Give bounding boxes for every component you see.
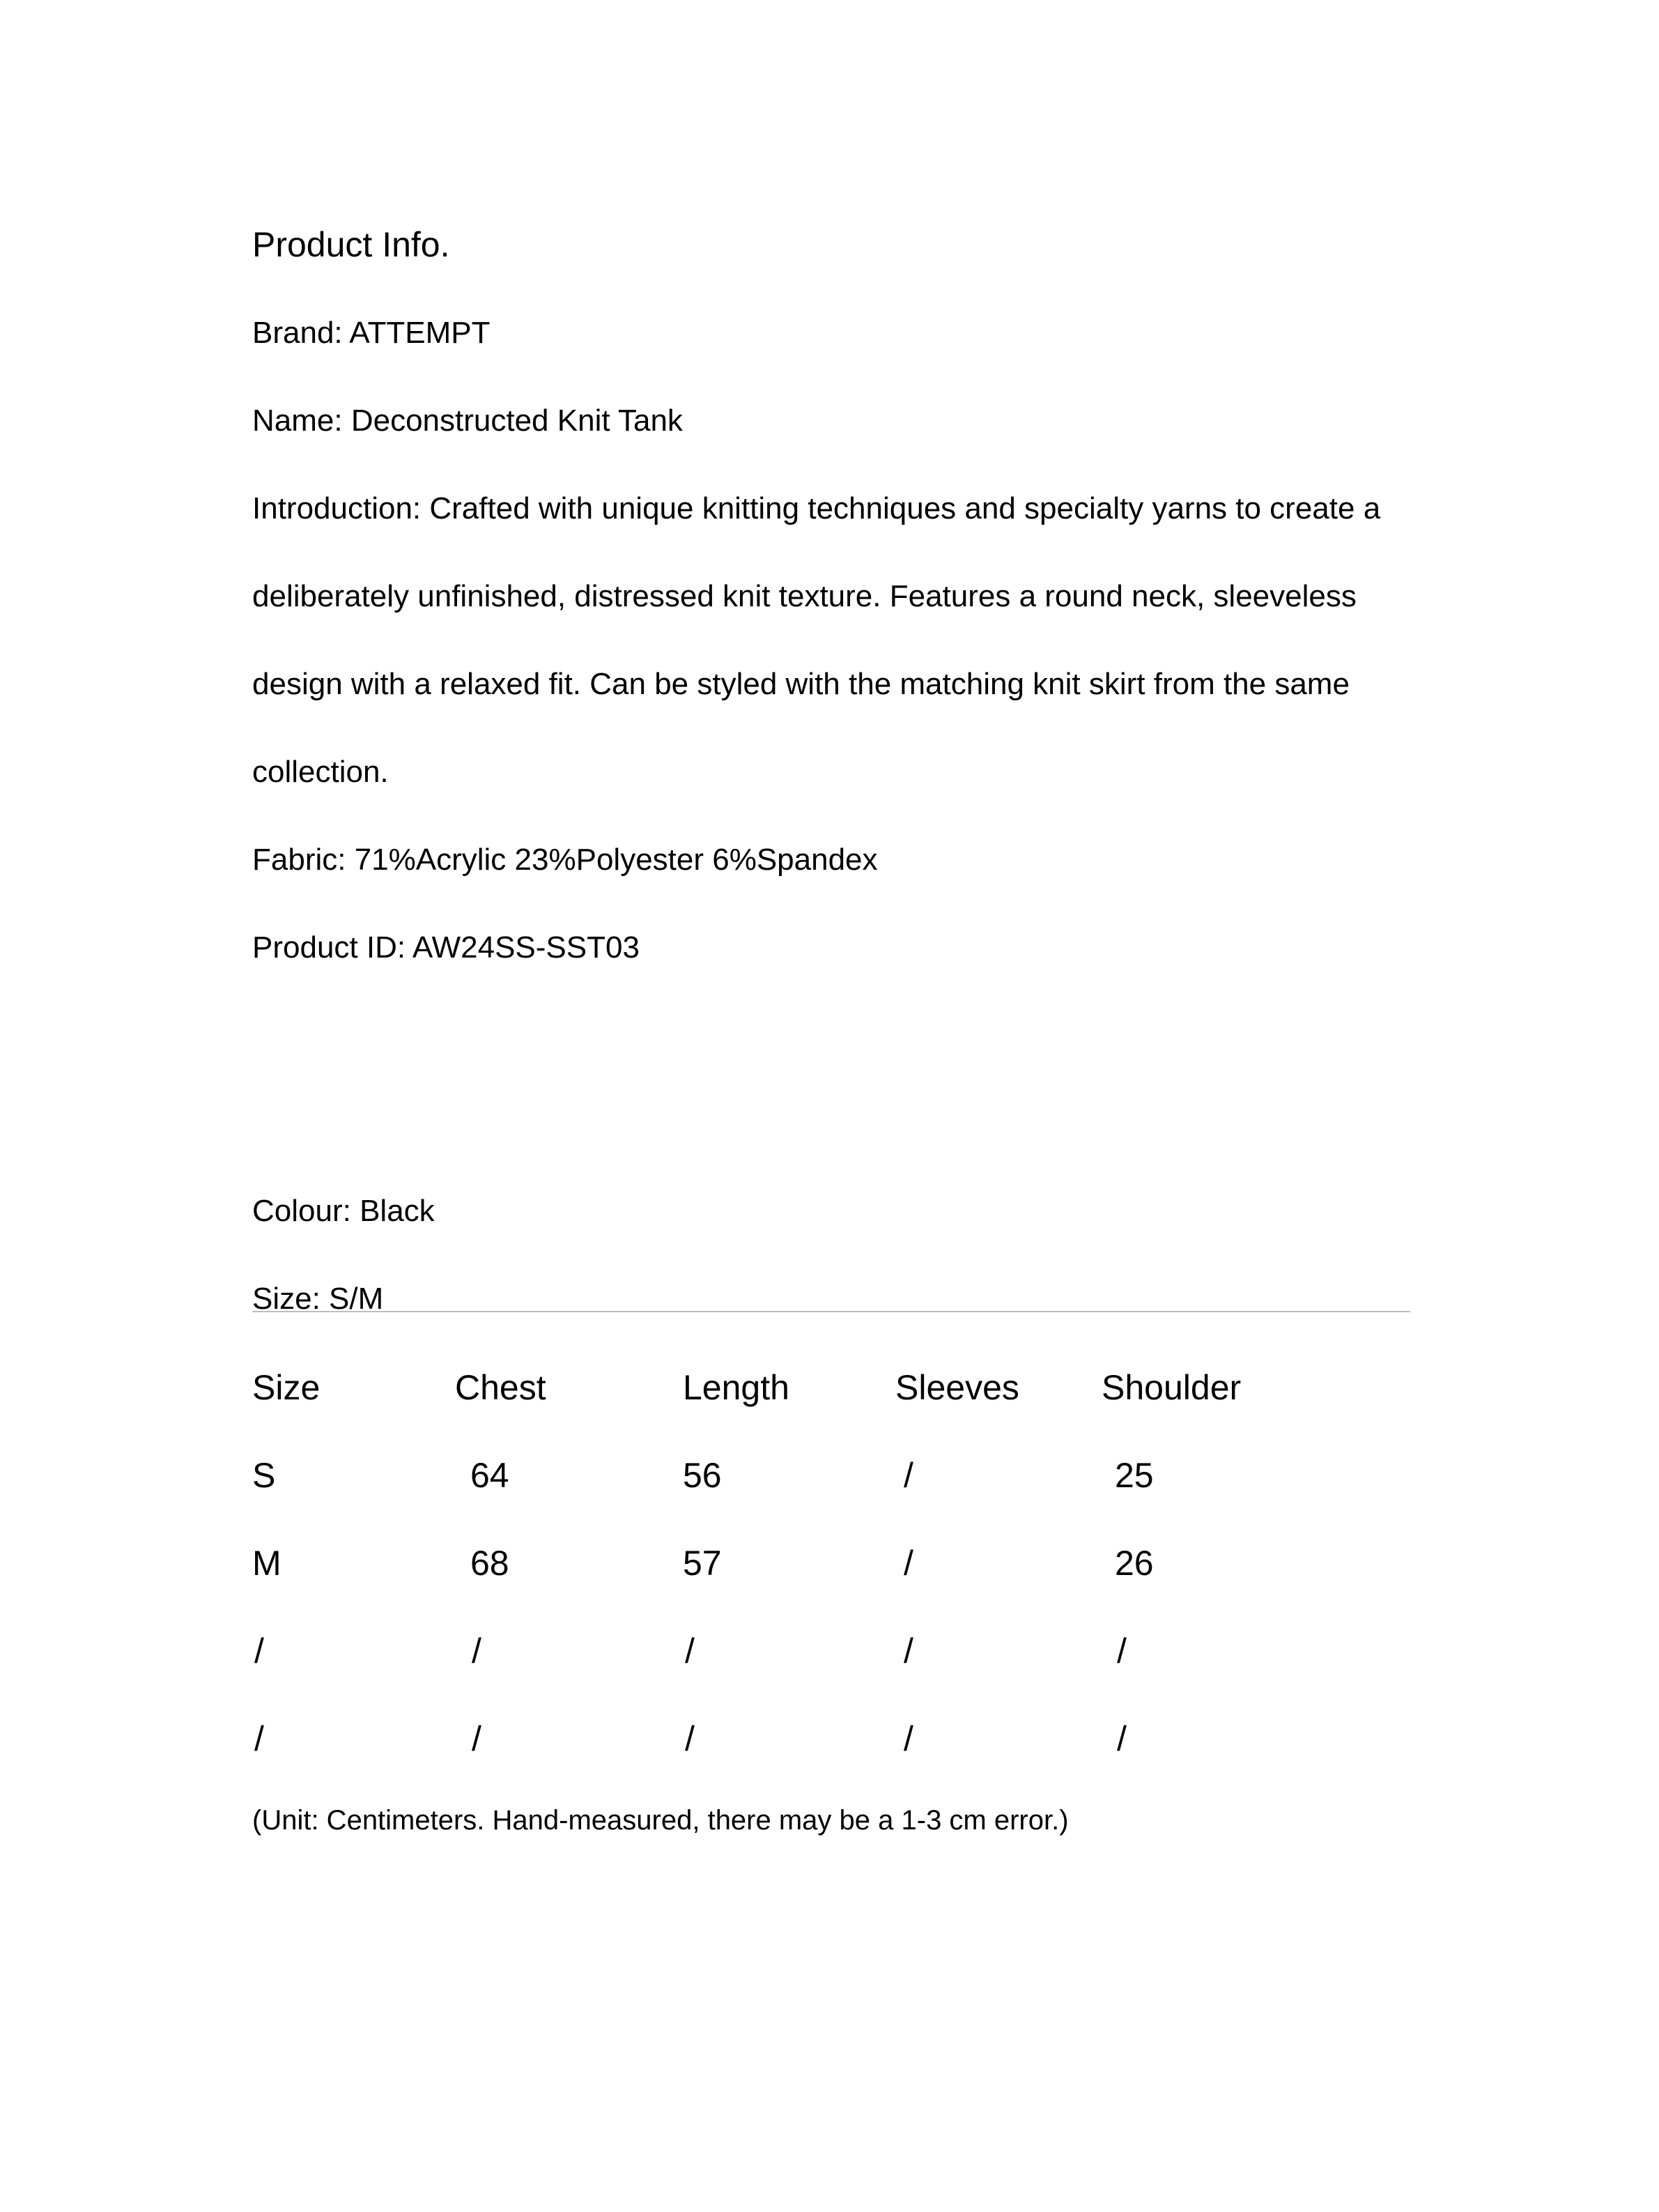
- colour-line: Colour: Black: [252, 1194, 435, 1228]
- table-cell: /: [472, 1719, 481, 1758]
- introduction-line-3: design with a relaxed fit. Can be styled with the matching knit skirt from the same: [252, 667, 1350, 701]
- table-cell: /: [1117, 1719, 1127, 1758]
- table-cell: /: [1117, 1631, 1127, 1670]
- table-cell: 64: [470, 1456, 509, 1495]
- table-header-length: Length: [683, 1368, 789, 1407]
- table-cell: /: [904, 1456, 913, 1495]
- brand-line: Brand: ATTEMPT: [252, 316, 491, 350]
- divider-rule: [252, 1311, 1410, 1312]
- table-header-chest: Chest: [455, 1368, 546, 1407]
- measurement-note: (Unit: Centimeters. Hand-measured, there may be a 1-3 cm error.): [252, 1805, 1069, 1836]
- table-cell: /: [904, 1544, 913, 1583]
- table-cell: /: [472, 1631, 481, 1670]
- table-cell: /: [254, 1631, 264, 1670]
- table-cell: /: [254, 1719, 264, 1758]
- table-cell: /: [685, 1631, 695, 1670]
- table-header-sleeves: Sleeves: [895, 1368, 1019, 1407]
- table-cell: /: [904, 1631, 913, 1670]
- introduction-line-2: deliberately unfinished, distressed knit texture. Features a round neck, sleeveless: [252, 579, 1357, 613]
- table-cell: 26: [1115, 1544, 1154, 1583]
- table-cell: /: [904, 1719, 913, 1758]
- size-line: Size: S/M: [252, 1282, 384, 1316]
- table-cell: S: [252, 1456, 276, 1495]
- introduction-line-4: collection.: [252, 755, 389, 789]
- introduction-line-1: Introduction: Crafted with unique knitting techniques and specialty yarns to create a: [252, 491, 1381, 525]
- table-cell: /: [685, 1719, 695, 1758]
- table-header-size: Size: [252, 1368, 321, 1407]
- table-cell: 57: [683, 1544, 722, 1583]
- fabric-line: Fabric: 71%Acrylic 23%Polyester 6%Spandex: [252, 843, 878, 877]
- table-cell: 25: [1115, 1456, 1154, 1495]
- name-line: Name: Deconstructed Knit Tank: [252, 404, 683, 438]
- table-cell: M: [252, 1544, 281, 1583]
- table-cell: 56: [683, 1456, 722, 1495]
- product-id-line: Product ID: AW24SS-SST03: [252, 930, 640, 965]
- table-header-shoulder: Shoulder: [1102, 1368, 1242, 1407]
- product-info-heading: Product Info.: [252, 225, 450, 264]
- table-cell: 68: [470, 1544, 509, 1583]
